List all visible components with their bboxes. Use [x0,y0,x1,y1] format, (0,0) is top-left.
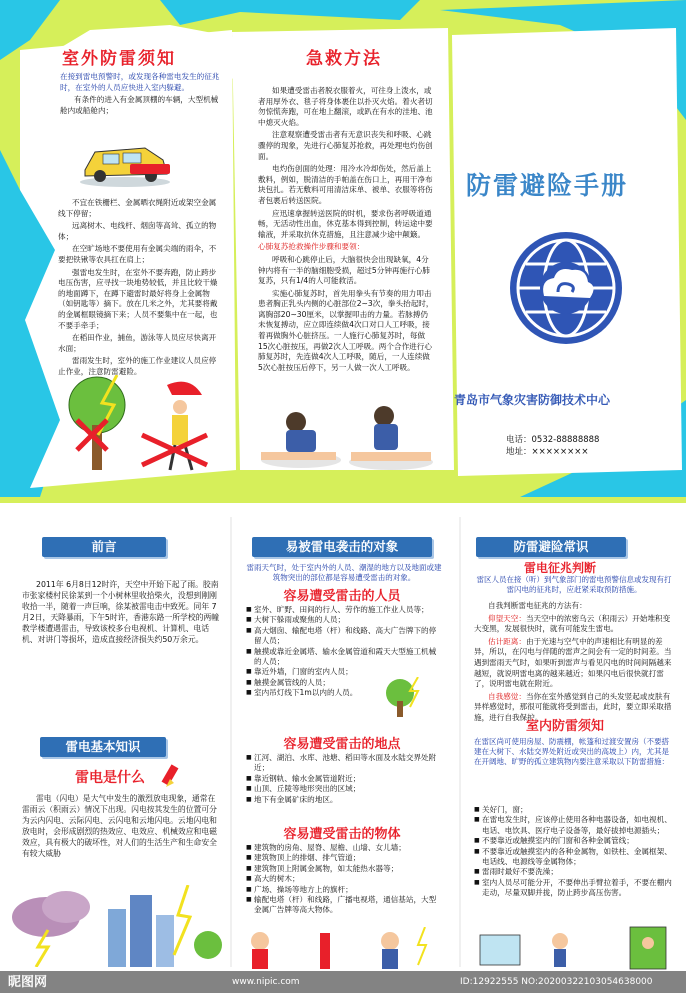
watermark-bar [0,971,686,993]
foreword-paragraph: 2011年 6月8日12时许，天空中开始下起了雨。胶南市张家楼村民徐某到一个小树林里收拾柴火，没想到刚刚收拾一半，随着一声巨响，徐某被雷电击中致死。同年 7月2日，天降暴雨，下午5时许，香港东路一所学校的两幢教学楼遭遇雷击，导致该校多台电视机、计算机、电话机、对讲门等损坏，造成直接经济损失约50万余元。 [22,580,220,644]
list-item: ■ 室内吊灯线下1m以内的人员。 [246,688,442,698]
first-aid-p4: 应迅速拿握转送医院的时机，要求伤者呼吸道通畅，无活动性出血，休克基本得到控制，转运途中要输液，并采取抗休克措施，且注意减少途中颠簸。 [258,208,433,239]
first-aid-title: 急救方法 [306,49,382,69]
signs-text [474,601,674,726]
indoor-subtitle: 室内防雷须知 [525,719,604,734]
knowledge-text [22,793,222,861]
inner-spread [0,497,686,993]
list-item: ■ 在雷电发生时，应该停止使用各种电器设备，如电视机、电话、电饮具、医疗电子设备等，最好拔掉电源插头； [474,815,674,836]
address-text: 地址：×××××××× [506,447,589,457]
first-aid-p5: 呼吸和心跳停止后，大脑很快会出现缺氧，4分钟内将有一半的脑细胞受损，超过5分钟再施行心肺复苏，只有1/4的人可能救活。 [258,254,430,286]
knowledge-heading: 雷电基本知识 [40,737,166,757]
list-item: ■ 建筑物的房角、屋脊、屋檐、山墙、女儿墙； [246,843,442,853]
list-item: ■ 室内人员尽可能分开，不要伸出手臂拉着手，不要在棚内走动，尽量双脚并拢，防止跨步高压伤害。 [474,878,674,899]
outdoor-intro: 在接到雷电预警时，或发现各种雷电发生的征兆时，在室外的人员应快进入室内躲避。 [60,72,220,92]
outdoor-safety-title: 室外防雷须知 [62,49,176,69]
list-item: ■ 触摸或靠近金属塔、输水金属管道和霞天大型施工机械的人员； [246,647,442,668]
sky-text: 当天空中的浓密乌云（积雨云）开始堆积变大变黑，发展很快时，就有可能发生雷电。 [474,613,671,634]
list-item: ■ 高大的树木； [246,874,442,884]
signs-subtitle: 雷电征兆判断 [523,561,596,575]
targets-heading: 易被雷电袭击的对象 [252,537,432,557]
feeling-label: 自我感觉： [488,691,526,701]
safety-knowledge-heading: 防雷避险常识 [476,537,626,557]
outdoor-p2: 不宜在铁栅栏、金属晒衣绳附近或架空金属线下停留； [58,198,217,218]
cartoon-figures-illustration [240,927,440,971]
car-illustration [75,130,175,190]
judge-intro: 自我判断雷电征兆的方法有： [488,601,587,610]
indoor-list [474,805,674,899]
list-item: ■ 不要靠近或触摸室内的各种金属物，如铁柱、金属框架、电话线、电源线等金属物体； [474,847,674,868]
outdoor-safety-text-2 [58,198,223,380]
list-item: ■ 雷雨时最好不要洗澡； [474,867,674,877]
outdoor-p7: 雷雨发生时，室外的施工作业建议人员应停止作业，注意防雷避险。 [58,356,217,376]
feeling-text: 当你在室外感觉到自己的头发竖起或皮肤有异样感觉时，那很可能就将受到雷击，此时，要立即采取措施，进行自我保护。 [474,691,672,722]
list-item: ■ 大树下躲雨或聚焦的人员； [246,615,442,625]
outdoor-p5: 强雷电发生时，在室外不要奔跑，防止跨步电压伤害，应寻找一块地势较低，并且比较干燥的地面蹲下，在蹲下避雷时最好将身上金属物（如钥匙等）摘下。放在几米之外，尤其要将戴的金属框眼镜摘下来；人员不要集中在一起，也不要手牵手； [58,267,218,330]
people-subtitle: 容易遭受雷击的人员 [283,589,401,604]
organization-name: 青岛市气象灾害防御技术中心 [454,393,611,407]
distance-label: 估计距离： [488,636,526,646]
outdoor-p6: 在稻田作业，捕鱼，游泳等人员应尽快离开水面； [58,333,217,353]
indoor-note: 在雷区尚可使用房屋、防震棚，帐篷和过渡安置房（不要搭建在大树下、水陆交界处附近或突出的高坡上）内，尤其是在开阔地、旷野的孤立建筑物内要注意采取以下防雷措施： [474,737,669,766]
distance-text: 由于光速与空气中的声速相比有明显的差异，所以，在闪电与伴随的雷声之间会有一定的时间差。当遇到雷雨天气时，如果听到雷声与看见闪电的时间间隔越来越短，就说明雷电离的越来越近；如果闪电后很快就打雷了，说明雷电就在附近。 [474,636,672,689]
list-item: ■ 关好门，窗； [474,805,674,815]
places-list [246,753,442,805]
watermark-site: 昵图网 [8,975,48,990]
outdoor-p1: 有条件的进入有金属顶棚的车辆，大型机械舱内或船舱内； [60,95,219,115]
outdoor-p4: 在空旷场地不要使用有金属尖端的雨伞，不要把铁锹等农具扛在肩上； [58,244,217,264]
indoor-illustration [470,925,680,971]
first-aid-p3: 电灼伤创面的处理：用冷水冷却伤处，然后盖上敷料，例如，脱清洁的手帕盖在伤口上，再用干净布块包扎。若无敷料可用清洁床单、被单、衣服等将伤者包裹后转送医院。 [258,164,433,205]
storm-city-illustration [8,885,228,967]
foreword-text [22,579,222,647]
outdoor-p3: 远离树木、电线杆、烟囱等高耸、孤立的物体； [58,221,217,241]
outdoor-safety-text [60,72,220,118]
cover-title: 防雷避险手册 [466,171,629,200]
list-item: ■ 江河、湖泊、水库、池塘、稻田等水面及水陆交界处附近； [246,753,442,774]
list-item: ■ 靠近外墙，门窗的室内人员； [246,667,442,677]
targets-note: 雷雨天气时，处于室内外的人员、潮湿的地方以及地面或建筑物突出的部位都是容易遭受雷击的对象。 [246,563,442,582]
list-item: ■ 输配电塔（杆）和线路，广播电视塔，通信基站，大型金属广告牌等高大物体。 [246,895,442,916]
what-is-lightning-title: 雷电是什么 [75,770,145,786]
sky-label: 仰望天空： [488,613,526,623]
list-item: ■ 建筑物顶上附属金属物，如太能热水器等； [246,864,442,874]
cpr-illustration [256,402,436,472]
objects-list [246,843,442,916]
list-item: ■ 靠近钢轨、输水金属管道附近； [246,774,442,784]
objects-subtitle: 容易遭受雷击的物体 [283,827,401,842]
list-item: ■ 地下有金属矿床的地区。 [246,795,442,805]
list-item: ■ 不要靠近或触摸室内的门窗和各种金属管线； [474,836,674,846]
first-aid-p6: 实施心肺复苏时，首先用拳头有节奏的用力叩击患者胸正乳头内侧的心脏部位2~3次，拳头抬起时，离胸部20~30厘米，以掌握叩击的力量。若脉搏仍未恢复搏动，应立即连续做4次口对口人工呼吸，接着再做胸外心脏挤压。一人施行心肺复苏时，每做15次心脏按压，再做2次人工呼吸。两个合作进行心肺复苏时，先连做4次人工呼吸，随后，一人连续做5次心脏按压后停下，另一人做一次人工呼吸。 [258,288,434,372]
knowledge-paragraph: 雷电（闪电）是大气中发生的激烈放电现象，通常在雷雨云（积雨云）情况下出现。闪电按其发生的位置可分为云内闪电、云际闪电、云闪电和云地闪电。云地闪电和放电时，会形成剧烈的热效应、电效应、机械效应和电磁效应，具有极大的破坏性，对人们的生活生产和生命安全有较大威胁 [22,794,217,858]
contact-info [506,434,599,458]
lightning-tree-illustration [62,375,212,475]
globe-cloud-logo [506,228,626,348]
first-aid-p1: 如果遭受雷击者脱衣服着火，可往身上泼水，或者用厚外衣、毯子将身体裹住以扑灭火焰。着火者切勿惊慌奔跑，可在地上翻滚，或趴在有水的洼地、池中熄灭火焰。 [258,86,433,127]
foreword-heading: 前言 [42,537,166,557]
first-aid-p2: 注意观察遭受雷击者有无意识丧失和呼吸、心跳骤停的现象，先进行心肺复苏抢救，再处理电灼伤创面。 [258,130,433,161]
safety-note: 雷区人员在接（听）到气象部门的雷电预警信息或发现有打雷闪电的征兆时，应赶紧采取预防措施。 [476,575,672,594]
list-item: ■ 室外、旷野、田间的行人、劳作的施工作业人员等； [246,605,442,615]
list-item: ■ 高大烟囱、输配电塔（杆）和线路、高大广告牌下的停留人员； [246,626,442,647]
list-item: ■ 广场、操场等地方上的旗杆； [246,885,442,895]
list-item: ■ 触摸金属管线的人员； [246,678,442,688]
list-item: ■ 建筑物顶上的排烟、排气管道； [246,853,442,863]
pen-icon [160,761,190,791]
list-item: ■ 山顶、丘陵等地形突出的区域； [246,784,442,794]
phone-text: 电话：0532-88888888 [506,435,600,445]
first-aid-text [258,86,434,375]
cpr-title: 心肺复苏抢救操作步骤和要领： [258,242,365,252]
watermark-url: www.nipic.com [232,977,300,987]
watermark-id: ID:12922555 NO:20200322103054638000 [460,977,653,987]
places-subtitle: 容易遭受雷击的地点 [283,737,401,752]
tree-strike-icon [370,677,430,717]
